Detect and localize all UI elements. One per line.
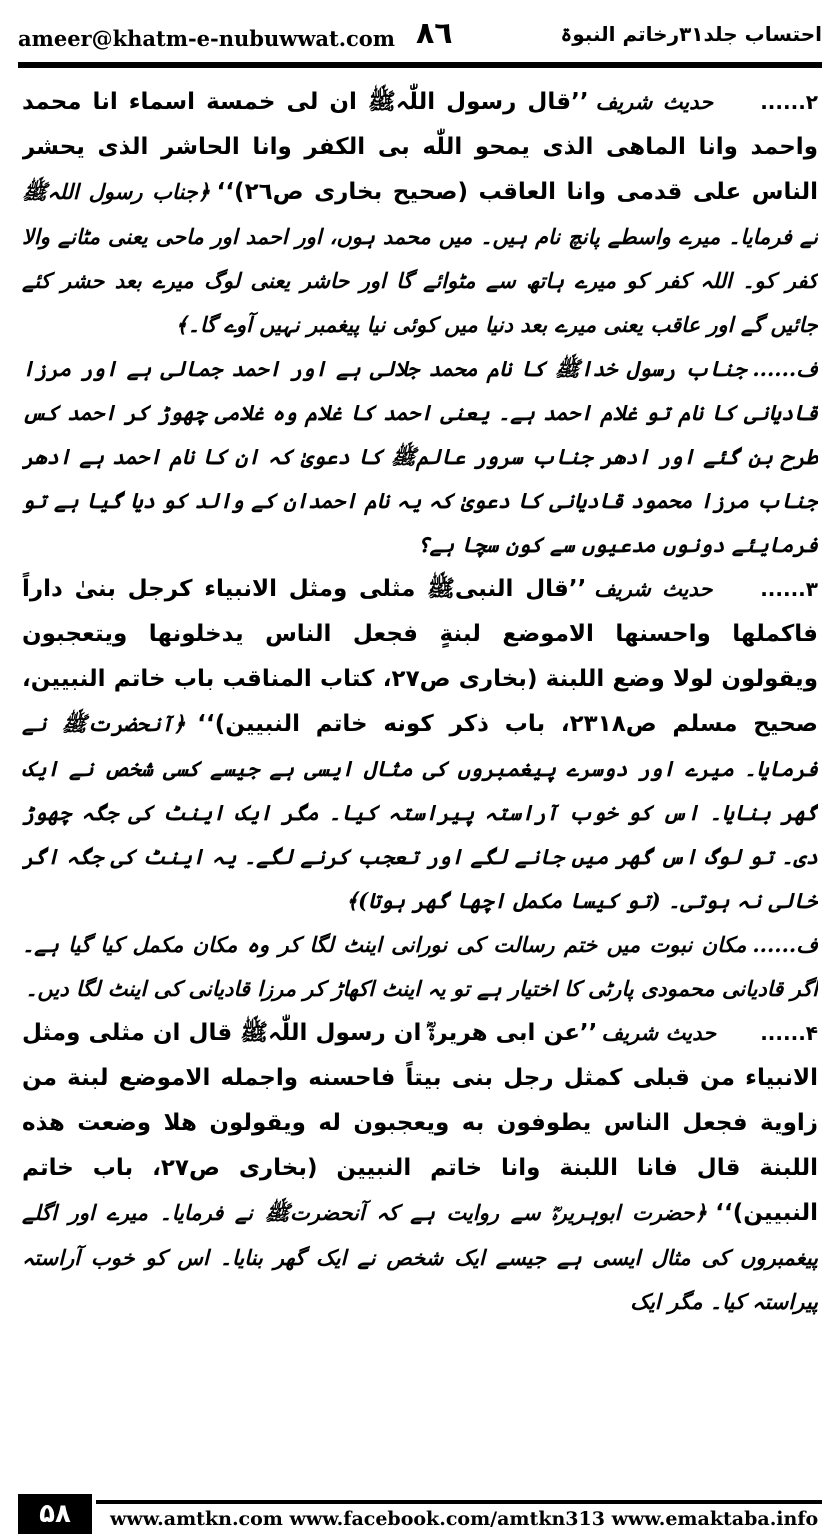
- paragraph-label: حدیث شریف: [595, 89, 714, 114]
- page-header: [18, 16, 822, 56]
- urdu-translation: ﴿آنحضرتﷺ نے فرمایا۔ میرے اور دوسرے پیغمبروں کی مثال ایسی ہے جیسے کسی شخص نے ایک گھر بنایا۔ اس کو خوب آراستہ پیراستہ کیا۔ مگر ایک اینٹ کی جگہ چھوڑ دی۔ تو لوگ اس گھر میں جانے لگے اور تعجب کرنے لگے۔ یہ اینٹ کی جگہ اگر خالی نہ ہوتی۔ (تو کیسا مکمل اچھا گھر ہوتا)﴾: [22, 711, 818, 913]
- hadith-paragraph-3: [22, 567, 818, 923]
- footer-rule: [96, 1500, 822, 1504]
- footer-links[interactable]: www.amtkn.com www.facebook.com/amtkn313 www.emaktaba.info: [110, 1508, 819, 1530]
- note-paragraph-1: [22, 347, 818, 567]
- header-email[interactable]: ameer@khatm-e-nubuwwat.com: [18, 26, 396, 51]
- page-footer: [18, 1494, 822, 1538]
- hadith-paragraph-4: [22, 1011, 818, 1324]
- note-text: مکان نبوت میں ختم رسالت کی نورانی اینٹ لگا کر وہ مکان مکمل کیا گیا ہے۔ اگر قادیانی محمودی پارٹی کا اختیار ہے تو یہ اینٹ اکھاڑ کر مرزا قادیانی کی اینٹ لگا دیں۔: [22, 932, 818, 1001]
- note-text: جناب رسول خداﷺ کا نام محمد جلالی ہے اور احمد جمالی ہے اور مرزا قادیانی کا نام تو غلام احمد ہے۔ یعنی احمد کا غلام وہ غلامی چھوڑ کر احمد کس طرح بن گئے اور ادھر جناب سرور عالمﷺ کا دعویٰ کہ ان کا نام احمد ہے ادھر جناب مرزا محمود قادیانی کا دعویٰ کہ یہ نام احمدان کے والد کو دیا گیا ہے تو فرمایئے دونوں مدعیوں سے کون سچا ہے؟: [22, 356, 818, 557]
- urdu-translation: ﴿جناب رسول اللہﷺ نے فرمایا۔ میرے واسطے پانچ نام ہیں۔ میں محمد ہوں، اور احمد اور ماحی یعنی مٹانے والا کفر کو۔ اللہ کفر کو میرے ہاتھ سے مٹوائے گا اور حاشر یعنی لوگ میرے بعد حشر کئے جائیں گے اور عاقب یعنی میرے بعد دنیا میں کوئی نیا پیغمبر نہیں آوے گا۔﴾: [22, 179, 818, 337]
- arabic-text: ’’قال رسول اللّٰہﷺ ان لی خمسة اسماء انا محمد واحمد وانا الماهی الذی یمحو اللّٰه بی الکفر وانا الحاشر الذی یحشر الناس علی قدمی وانا العاقب (صحیح بخاری ص٢٦)‘‘: [22, 89, 818, 205]
- paragraph-number: ۲......: [760, 90, 818, 114]
- note-label: ف......: [752, 932, 818, 957]
- header-rule: [18, 62, 822, 68]
- note-paragraph-2: [22, 923, 818, 1011]
- urdu-translation: ﴿حضرت ابوہریرہؓ سے روایت ہے کہ آنحضرتﷺ نے فرمایا۔ میرے اور اگلے پیغمبروں کی مثال ایسی ہے جیسے ایک شخص نے ایک گھر بنایا۔ اس کو خوب آراستہ پیراستہ کیا۔ مگر ایک: [22, 1200, 818, 1314]
- note-label: ف......: [752, 356, 818, 381]
- paragraph-number: ۴......: [760, 1021, 818, 1045]
- arabic-text: ’’عن ابی هریرةؓ ان رسول اللّٰہﷺ قال ان مثلی ومثل الانبیاء من قبلی کمثل رجل بنی بیتاً فاحسنه واجمله الاموضع لبنة من زاویة فجعل الناس یطوفون به ویعجبون له ویقولون هلا وضعت هذه اللبنة قال فانا اللبنة وانا خاتم النبیین (بخاری ص٢٧، باب خاتم النبیین)‘‘: [22, 1020, 818, 1226]
- page-body: [22, 80, 818, 1480]
- volume-badge: ۵۸: [18, 1494, 92, 1534]
- paragraph-label: حدیث شریف: [601, 1020, 717, 1045]
- paragraph-label: حدیث شریف: [594, 576, 713, 601]
- arabic-text: ’’قال النبیﷺ مثلی ومثل الانبیاء کرجل بنیٰ داراً فاکملها واحسنها الاموضع لبنةٍ فجعل الناس یدخلونها ویتعجبون ویقولون لولا وضع اللبنة (بخاری ص٢٧، کتاب المناقب باب خاتم النبیین، صحیح مسلم ص٢٣١٨، باب ذکر کونه خاتم النبیین)‘‘: [22, 576, 818, 737]
- hadith-paragraph-2: [22, 80, 818, 347]
- running-title: احتساب جلد۳۱رخاتم النبوۃ: [560, 22, 822, 46]
- page-number: ۸٦: [416, 16, 453, 51]
- paragraph-number: ۳......: [760, 577, 818, 601]
